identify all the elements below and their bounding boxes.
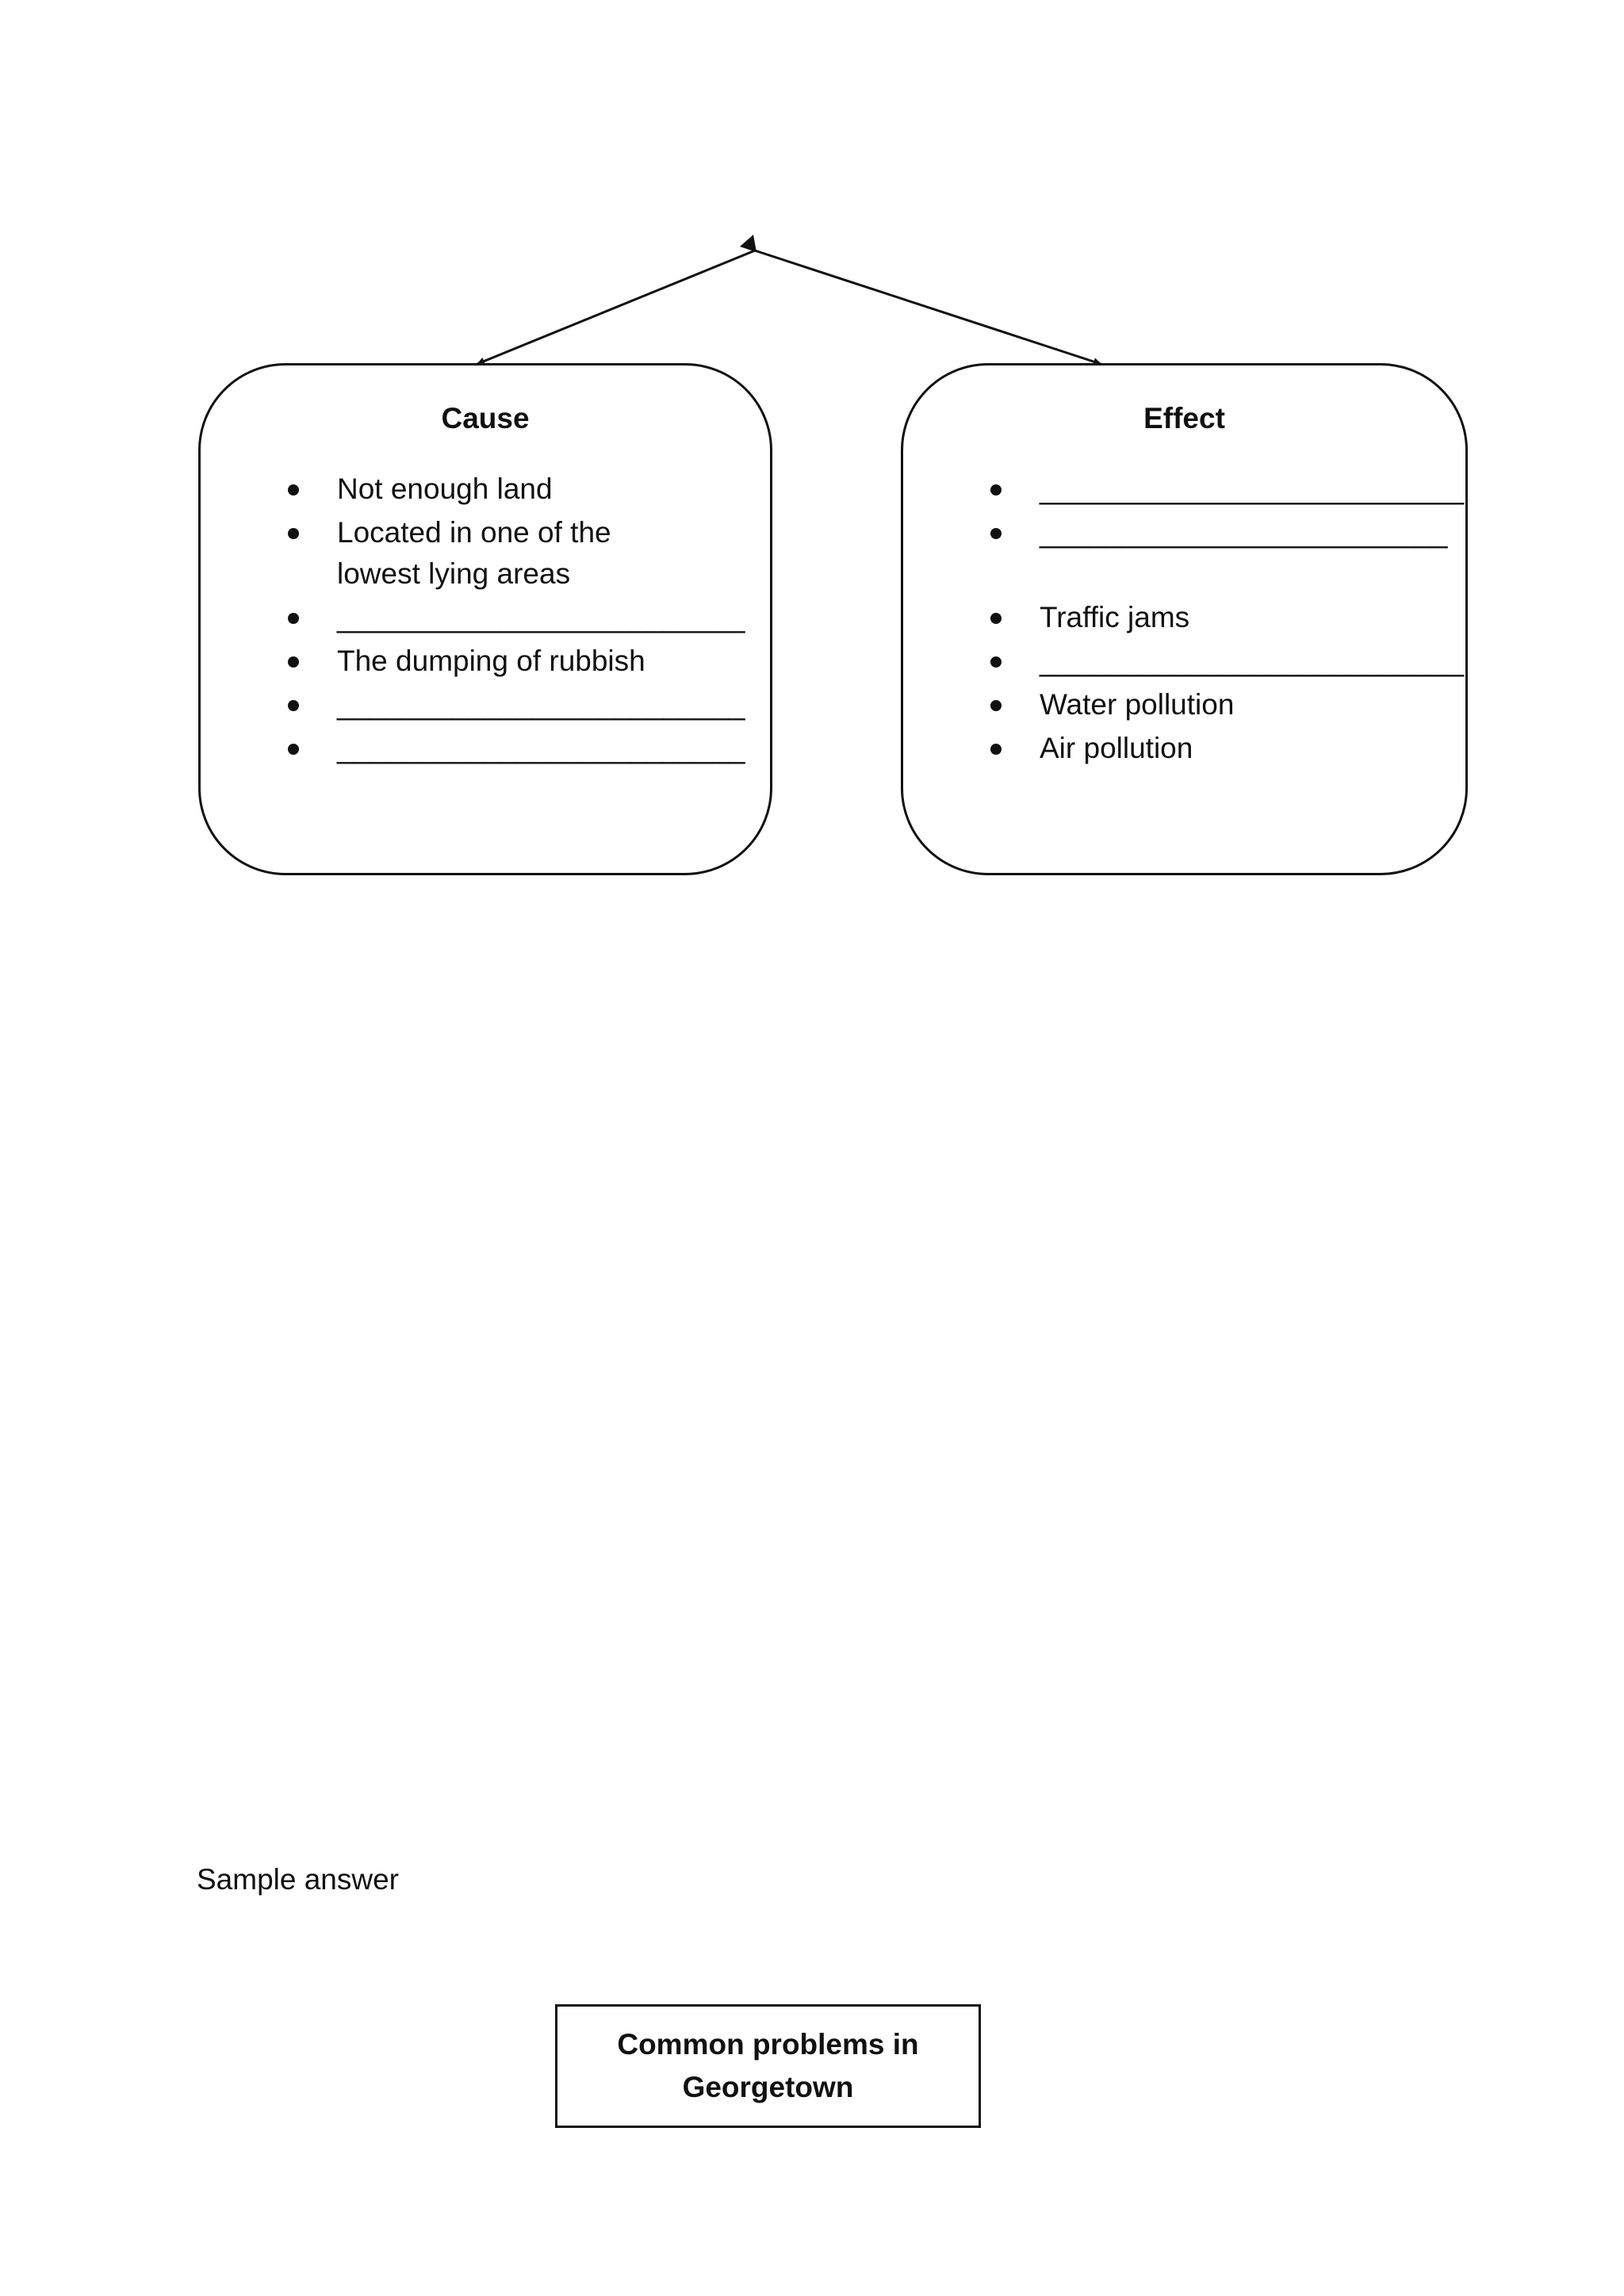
blank-line: __________________________ [1040,645,1465,677]
list-item-text: The dumping of rubbish [337,645,645,677]
list-item-text: Traffic jams [1040,601,1190,633]
list-item-text: Water pollution [1040,688,1235,721]
common-problems-box [555,2004,981,2128]
blank-line: _________________________ [337,688,745,721]
list-item [990,597,1403,638]
list-item [288,597,745,638]
list-item [288,684,745,725]
list-item-text: Air pollution [1040,732,1193,764]
blank-line: __________________________ [1040,473,1465,505]
up-arrowhead [740,235,756,252]
list-item-text: Located in one of the lowest lying areas [337,516,611,590]
common-problems-line1: Common problems in [617,2028,919,2061]
list-item [990,469,1465,510]
blank-line: _________________________ [337,601,745,633]
sample-answer-label: Sample answer [197,1863,400,1896]
list-item [990,728,1403,769]
list-item [288,641,700,682]
arrow-to-effect [755,251,1101,364]
bullet-icon [288,613,299,624]
common-problems-title [617,2023,918,2109]
blank-line: _________________________ [337,732,745,764]
bullet-icon [990,484,1002,496]
bullet-icon [288,656,299,668]
cause-list [288,469,745,771]
list-item [288,512,700,595]
effect-list [990,469,1465,771]
cause-title: Cause [441,402,530,434]
bullet-icon [288,484,299,496]
bullet-icon [288,744,299,755]
arrow-to-cause [477,251,755,364]
effect-box [901,363,1468,875]
list-item [288,469,700,510]
bullet-icon [288,700,299,711]
list-item [990,684,1403,725]
bullet-icon [990,613,1002,624]
effect-title: Effect [1143,402,1225,434]
list-item [990,641,1465,682]
list-item [990,512,1448,553]
bullet-icon [990,656,1002,668]
bullet-icon [990,744,1002,755]
bullet-icon [990,528,1002,539]
list-item-text: Not enough land [337,473,553,505]
bullet-icon [990,700,1002,711]
bullet-icon [288,528,299,539]
common-problems-line2: Georgetown [682,2071,854,2103]
list-item [288,728,745,769]
blank-line: _________________________ [1040,516,1448,549]
cause-box [198,363,772,875]
